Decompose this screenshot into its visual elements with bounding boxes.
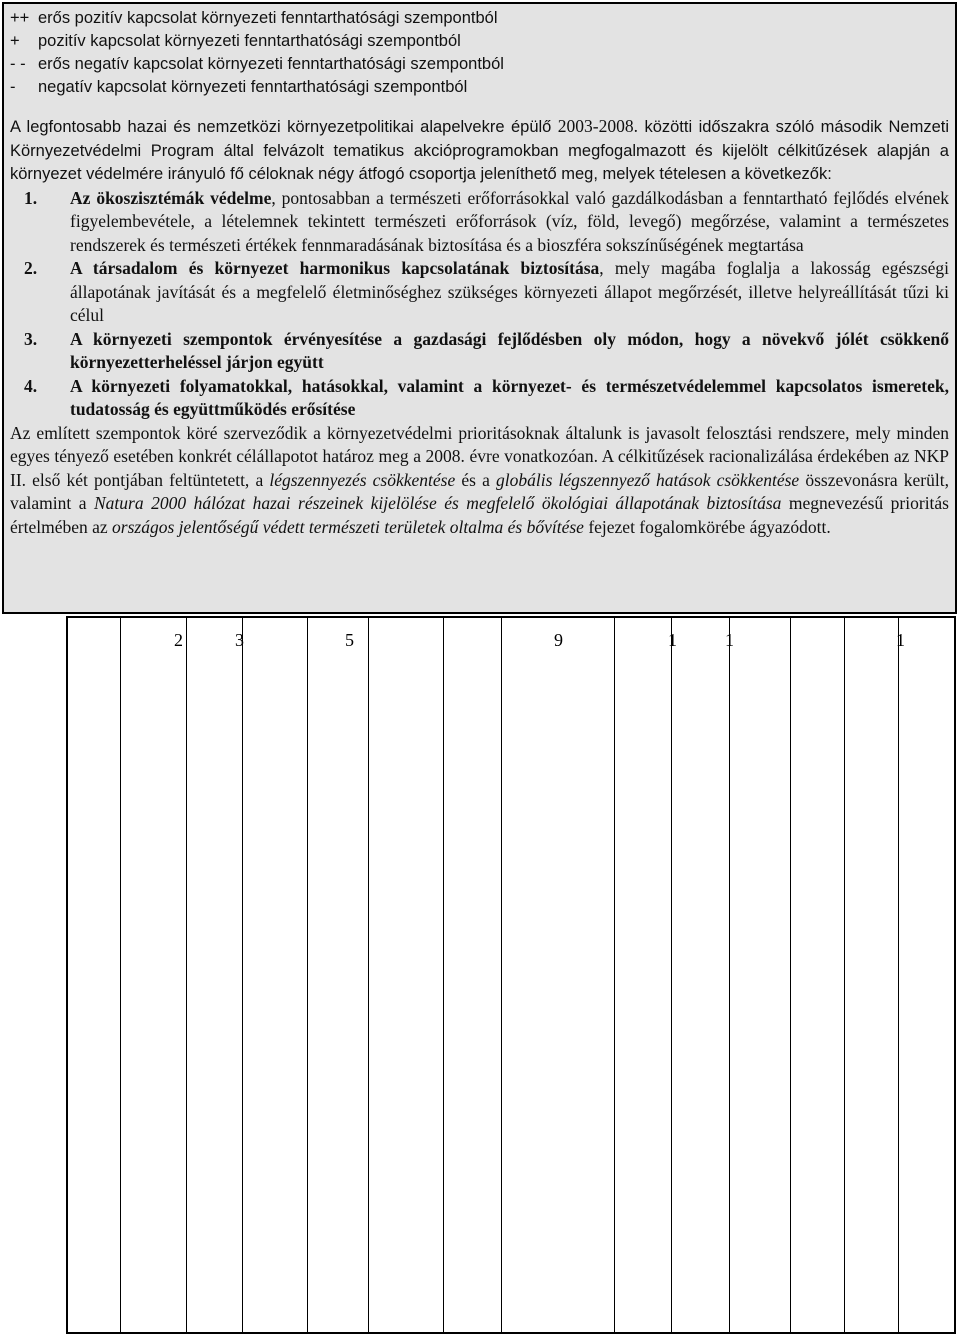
table-column-divider: [501, 618, 502, 1332]
table-column-number: 1: [725, 630, 734, 650]
legend-text: erős negatív kapcsolat környezeti fenntarthatósági szempontból: [38, 55, 504, 73]
closing-text: Az említett szempontok köré szerveződik a környezetvédelmi prioritásoknak általunk is javasolt felosztási rendszere, mely minden egyes tényező esetében konkrét célállapotot határoz meg a 2008. évre vonatkozóan. A célkitűzések racionalizálása érdekében az NKP II. első két pontjában feltüntetett, a: [10, 422, 949, 490]
legend-item: [10, 53, 949, 76]
table-column-divider: [614, 618, 615, 1332]
goal-item: [10, 187, 949, 258]
legend-text: negatív kapcsolat környezeti fenntarthatósági szempontból: [38, 78, 468, 96]
closing-text: összevonásra került, valamint a: [10, 469, 949, 513]
goal-title: A környezeti folyamatokkal, hatásokkal, valamint a környezet- és természetvédelemmel kapcsolatos ismeretek, tudatosság és együttműködés erősítése: [70, 375, 949, 419]
closing-italic: globális légszennyező hatások csökkentése: [496, 469, 800, 490]
goal-description: , pontosabban a természeti erőforrásokkal való gazdálkodásban a fenntartható fejlődés elvének figyelembevétele, a lételemnek tekintett természeti erőforrások (víz, föld, levegő) megőrzése, valamint a természetes rendszerek és természeti értékek fennmaradásának biztosítása és a bioszféra sokszínűségének megtartása: [70, 187, 949, 255]
table-column-divider: [120, 618, 121, 1332]
legend-symbol: - -: [10, 55, 26, 73]
table-column-divider: [790, 618, 791, 1332]
goal-item: [10, 375, 949, 422]
goal-number: 1.: [24, 187, 38, 208]
goal-number: 4.: [24, 375, 38, 396]
intro-text: A legfontosabb hazai és nemzetközi környezetpolitikai alapelvekre épülő: [10, 118, 558, 136]
legend-text: pozitív kapcsolat környezeti fenntarthatósági szempontból: [38, 32, 461, 50]
goal-number: 2.: [24, 258, 38, 278]
table-column-number: 9: [554, 630, 563, 650]
legend-symbol: -: [10, 78, 16, 96]
legend-symbol: +: [10, 32, 20, 50]
goal-item: [10, 328, 949, 375]
table-column-number: 5: [345, 630, 354, 650]
table-column-divider: [898, 618, 899, 1332]
intro-text: közötti időszakra szóló második Nemzeti Környezetvédelmi Program által felvázolt tematikus akcióprogramokban megfogalmazott és kijelölt célkitűzések alapján a környezet védelmére irányuló fő céloknak négy átfogó csoportja jeleníthető meg, melyek tételesen a következők:: [10, 118, 949, 183]
table-column-divider: [671, 618, 672, 1332]
spacer: [10, 99, 949, 115]
legend-symbol: ++: [10, 9, 30, 27]
table-column-divider: [242, 618, 243, 1332]
closing-paragraph: [10, 422, 949, 540]
legend-item: [10, 76, 949, 99]
legend: [10, 7, 949, 99]
closing-italic: légszennyezés csökkentése: [269, 469, 456, 490]
goal-text: [70, 187, 949, 258]
table-column-number: 1: [896, 630, 905, 650]
goal-text: [70, 257, 949, 328]
goal-text: [70, 328, 949, 375]
table-column-divider: [307, 618, 308, 1332]
table-column-divider: [186, 618, 187, 1332]
goal-title: A környezeti szempontok érvényesítése a gazdasági fejlődésben oly módon, hogy a növekvő jólét csökkenő környezetterheléssel járjon együtt: [70, 328, 949, 372]
goal-title: A társadalom és környezet harmonikus kapcsolatának biztosítása: [70, 258, 600, 278]
table-column-divider: [729, 618, 730, 1332]
legend-text: erős pozitív kapcsolat környezeti fenntarthatósági szempontból: [38, 9, 498, 27]
closing-text: fejezet fogalomkörébe ágyazódott.: [583, 516, 831, 537]
closing-text: megnevezésű prioritás értelmében az: [10, 493, 949, 537]
goal-item: [10, 257, 949, 328]
closing-text: és a: [455, 469, 497, 490]
table-column-divider: [368, 618, 369, 1332]
table-column-number: 1: [668, 630, 677, 650]
closing-italic: országos jelentőségű védett természeti területek oltalma és bővítése: [112, 516, 584, 537]
goal-number: 3.: [24, 328, 38, 349]
table-column-number: 2: [174, 630, 183, 650]
legend-item: [10, 7, 949, 30]
text-box: [2, 2, 957, 614]
intro-years: 2003-2008.: [557, 116, 638, 136]
table-grid: [66, 616, 956, 1334]
legend-item: [10, 30, 949, 53]
goal-title: Az ökoszisztémák védelme: [70, 187, 272, 208]
intro-paragraph: [10, 115, 949, 187]
goal-text: [70, 375, 949, 422]
table-column-number: 3: [235, 630, 244, 650]
table-column-divider: [844, 618, 845, 1332]
goal-description: , mely magába foglalja a lakosság egészségi állapotának javítását és a megfelelő életminőséghez szükséges környezeti állapot megőrzését, illetve helyreállítását tűzi ki célul: [70, 258, 949, 325]
closing-italic: Natura 2000 hálózat hazai részeinek kijelölése és megfelelő ökológiai állapotának biztosítása: [94, 493, 782, 513]
table-column-divider: [443, 618, 444, 1332]
